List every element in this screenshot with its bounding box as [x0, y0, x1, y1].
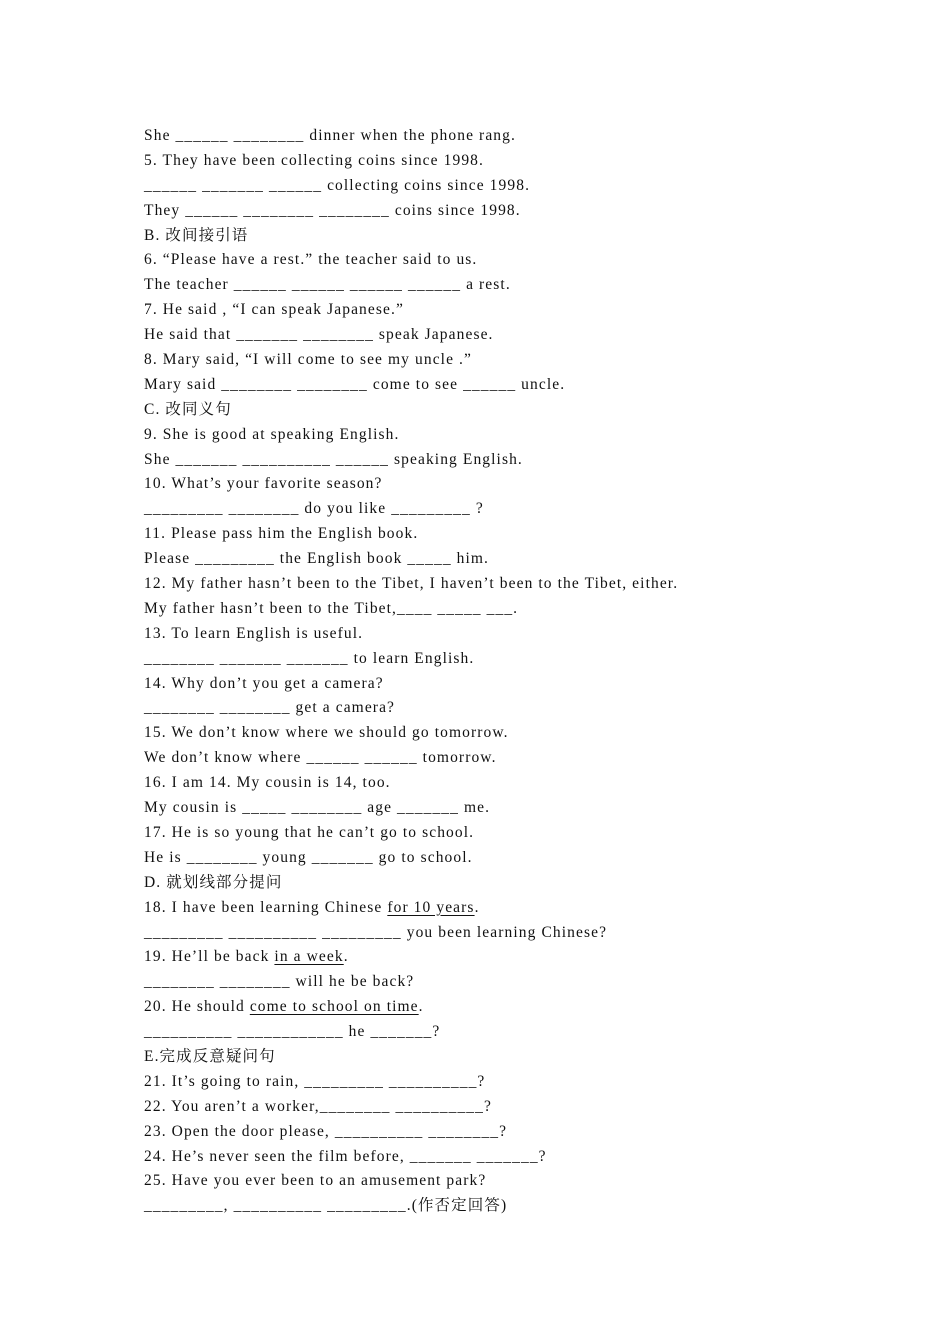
- answer-line: My cousin is _____ ________ age _______ me.: [144, 799, 491, 817]
- question-line: 14. Why don’t you get a camera?: [144, 674, 384, 692]
- question-line: 11. Please pass him the English book.: [144, 525, 419, 543]
- answer-line: He is ________ young _______ go to school.: [144, 848, 473, 866]
- question-text: 19. He’ll be back: [144, 948, 275, 966]
- answer-line: She _______ __________ ______ speaking English.: [144, 450, 523, 468]
- answer-line: My father hasn’t been to the Tibet,____ _____ ___.: [144, 599, 519, 617]
- answer-line: Mary said ________ ________ come to see ______ uncle.: [144, 375, 566, 393]
- question-line: 8. Mary said, “I will come to see my uncle .”: [144, 351, 472, 369]
- question-line: 6. “Please have a rest.” the teacher said to us.: [144, 251, 478, 269]
- answer-line: ______ _______ ______ collecting coins since 1998.: [144, 176, 531, 194]
- question-line: 25. Have you ever been to an amusement park?: [144, 1172, 487, 1190]
- question-line: 21. It’s going to rain, _________ __________?: [144, 1072, 486, 1090]
- question-line-18: [144, 896, 864, 921]
- answer-line: He said that _______ ________ speak Japanese.: [144, 326, 494, 344]
- answer-line: _________ __________ _________ you been learning Chinese?: [144, 923, 608, 941]
- question-text: .: [343, 948, 349, 966]
- question-line: 9. She is good at speaking English.: [144, 425, 400, 443]
- answer-line: ________ ________ will he be back?: [144, 973, 415, 991]
- question-line-20: [144, 995, 864, 1020]
- question-text: 20. He should: [144, 998, 250, 1016]
- answer-line: ________ ________ get a camera?: [144, 699, 396, 717]
- answer-line: The teacher ______ ______ ______ ______ a rest.: [144, 276, 511, 294]
- question-line-19: [144, 945, 864, 970]
- question-line: 16. I am 14. My cousin is 14, too.: [144, 774, 391, 792]
- answer-line: _________ ________ do you like _________ ?: [144, 500, 484, 518]
- section-heading-c: C. 改同义句: [144, 400, 232, 418]
- underlined-phrase: in a week: [274, 948, 344, 966]
- question-line: 15. We don’t know where we should go tomorrow.: [144, 724, 509, 742]
- question-line: 24. He’s never seen the film before, _______ _______?: [144, 1147, 547, 1165]
- answer-line: We don’t know where ______ ______ tomorrow.: [144, 749, 497, 767]
- question-line: 10. What’s your favorite season?: [144, 475, 383, 493]
- question-line: 22. You aren’t a worker,________ __________?: [144, 1097, 492, 1115]
- text-line: She ______ ________ dinner when the phone rang.: [144, 127, 516, 144]
- answer-line: ________ _______ _______ to learn English.: [144, 649, 475, 667]
- question-text: .: [474, 898, 480, 916]
- question-line: 23. Open the door please, __________ ________?: [144, 1122, 508, 1140]
- question-line: 5. They have been collecting coins since 1998.: [144, 151, 484, 169]
- section-heading-d: D. 就划线部分提问: [144, 873, 283, 891]
- worksheet-page: [144, 124, 864, 1219]
- question-line: 12. My father hasn’t been to the Tibet, I haven’t been to the Tibet, either.: [144, 575, 679, 593]
- section-heading-b: B. 改间接引语: [144, 226, 249, 244]
- question-text: .: [418, 998, 424, 1016]
- underlined-phrase: for 10 years: [387, 898, 475, 916]
- question-line: 7. He said , “I can speak Japanese.”: [144, 301, 404, 319]
- answer-line: __________ ____________ he _______?: [144, 1023, 441, 1041]
- question-text: 18. I have been learning Chinese: [144, 898, 388, 916]
- question-line: 13. To learn English is useful.: [144, 624, 364, 642]
- section-heading-e: E.完成反意疑问句: [144, 1047, 276, 1065]
- answer-line: They ______ ________ ________ coins since 1998.: [144, 201, 521, 219]
- answer-line: _________, __________ _________.(作否定回答): [144, 1197, 508, 1215]
- answer-line: Please _________ the English book _____ him.: [144, 550, 490, 568]
- question-line: 17. He is so young that he can’t go to school.: [144, 823, 475, 841]
- underlined-phrase: come to school on time: [249, 998, 419, 1016]
